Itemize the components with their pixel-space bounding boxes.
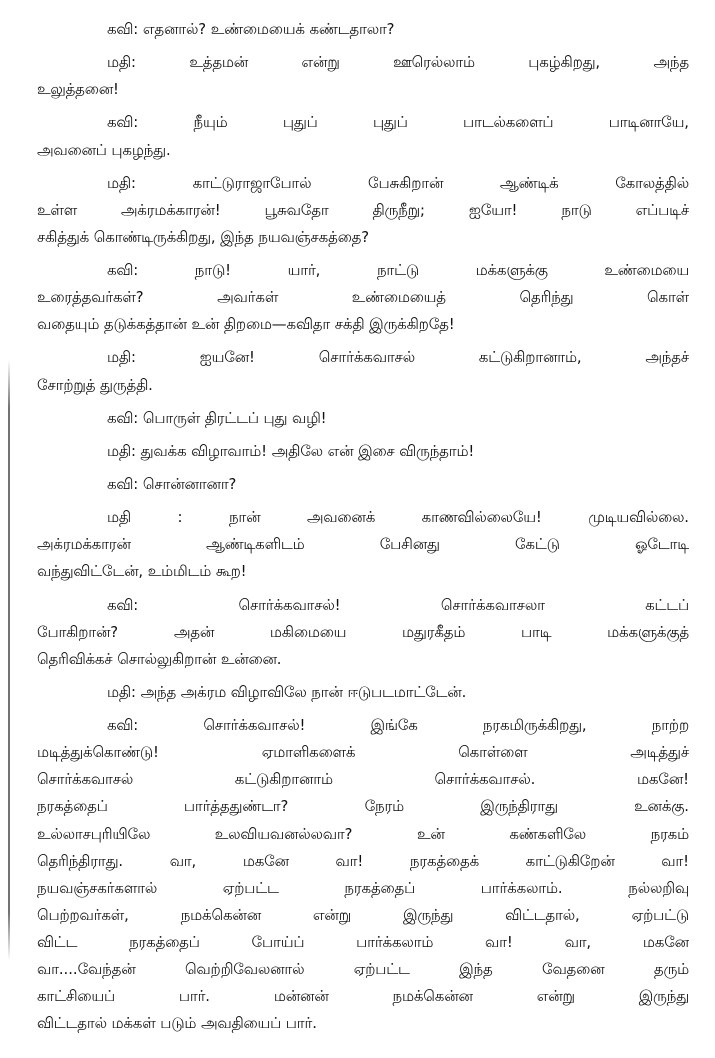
text-line: கவி: சொர்க்கவாசல்! இங்கே நரகமிருக்கிறது, நாற்ற <box>107 717 689 735</box>
dialogue-paragraph <box>37 438 689 465</box>
text-line: உலுத்தனை! <box>37 81 119 99</box>
text-line: தெரிவிக்கச் சொல்லுகிறான் உன்னை. <box>37 650 282 668</box>
dialogue-paragraph <box>37 49 689 103</box>
text-line: கவி: நீயும் புதுப் புதுப் பாடல்களைப் பாடினாயே, <box>107 114 689 132</box>
text-line: மதி: உத்தமன் என்று ஊரெல்லாம் புகழ்கிறது, அந்த <box>107 54 689 72</box>
dialogue-paragraph <box>37 109 689 163</box>
text-line: உள்ள அக்ரமக்காரன்! பூசுவதோ திருநீறு; ஐயோ! நாடு எப்படிச் <box>37 201 689 219</box>
text-line: மதி: துவக்க விழாவாம்! அதிலே என் இசை விருந்தாம்! <box>107 442 475 460</box>
text-line: காட்சியைப் பார். மன்னன் நமக்கென்ன என்று இருந்து <box>37 988 689 1006</box>
text-line: வதையும் தடுக்கத்தான் உன் திறமை—கவிதா சக்தி இருக்கிறதே! <box>37 316 455 334</box>
dialogue-paragraph <box>37 257 689 338</box>
text-line: கவி: பொருள் திரட்டப் புது வழி! <box>107 409 327 427</box>
text-line: சோற்றுத் துருத்தி. <box>37 376 153 394</box>
text-line: போகிறான்? அதன் மகிமையை மதுரகீதம் பாடி மக்களுக்குத் <box>37 623 689 641</box>
text-line: மதி: ஐயனே! சொர்க்கவாசல் கட்டுகிறானாம், அந்தச் <box>107 349 689 367</box>
text-line: உரைத்தவர்கள்? அவர்கள் உண்மையைத் தெரிந்து கொள் <box>37 289 689 307</box>
text-line: உல்லாசபுரியிலே உலவியவனல்லவா? உன் கண்களிலே நரகம் <box>37 825 689 843</box>
text-line: மதி : நான் அவனைக் காணவில்லையே! முடியவில்லை. <box>107 509 689 527</box>
dialogue-paragraph <box>37 405 689 432</box>
text-line: வா....வேந்தன் வெற்றிவேலனால் ஏற்பட்ட இந்த வேதனை தரும் <box>37 961 689 979</box>
text-line: தெரிந்திராது. வா, மகனே வா! நரகத்தைக் காட்டுகிறேன் வா! <box>37 852 689 870</box>
text-line: கவி: எதனால்? உண்மையைக் கண்டதாலா? <box>107 21 395 38</box>
text-line: மடித்துக்கொண்டு! ஏமாளிகளைக் கொள்ளை அடித்துச் <box>37 744 689 762</box>
dialogue-text <box>37 16 689 1038</box>
text-line: வந்துவிட்டேன், உம்மிடம் கூற! <box>37 563 247 581</box>
dialogue-paragraph <box>37 712 689 1038</box>
text-line: கவி: நாடு! யார், நாட்டு மக்களுக்கு உண்மையை <box>107 262 689 280</box>
text-line: சொர்க்கவாசல் கட்டுகிறானாம் சொர்க்கவாசல். மகனே! <box>37 771 689 789</box>
text-line: அவனைப் புகழந்து. <box>37 141 171 159</box>
dialogue-paragraph <box>37 170 689 251</box>
dialogue-paragraph <box>37 471 689 498</box>
text-line: நயவஞ்சகர்களால் ஏற்பட்ட நரகத்தைப் பார்க்கலாம். நல்லறிவு <box>37 879 689 897</box>
text-line: அக்ரமக்காரன் ஆண்டிகளிடம் பேசினது கேட்டு ஓடோடி <box>37 536 689 554</box>
text-line: விட்டதால் மக்கள் படும் அவதியைப் பார். <box>37 1015 317 1033</box>
text-line: சகித்துக் கொண்டிருக்கிறது, இந்த நயவஞ்சகத்தை? <box>37 228 370 246</box>
dialogue-paragraph <box>37 504 689 585</box>
text-line: கவி: சொர்க்கவாசல்! சொர்க்கவாசலா கட்டப் <box>107 596 689 614</box>
text-line: மதி: அந்த அக்ரம விழாவிலே நான் ஈடுபடமாட்டேன். <box>107 683 467 701</box>
dialogue-paragraph <box>37 592 689 673</box>
dialogue-paragraph <box>37 16 689 43</box>
text-line: விட்ட நரகத்தைப் போய்ப் பார்க்கலாம் வா! வா, மகனே <box>37 934 689 952</box>
dialogue-paragraph <box>37 344 689 398</box>
text-line: பெற்றவர்கள், நமக்கென்ன என்று இருந்து விட்டதால், ஏற்பட்டு <box>37 906 689 924</box>
text-line: நரகத்தைப் பார்த்ததுண்டா? நேரம் இருந்திராது உனக்கு. <box>37 798 689 816</box>
text-line: மதி: காட்டுராஜாபோல் பேசுகிறான் ஆண்டிக் கோலத்தில் <box>107 174 689 192</box>
dialogue-paragraph <box>37 679 689 706</box>
text-line: கவி: சொன்னானா? <box>107 476 237 493</box>
binding-edge-line <box>8 360 10 960</box>
